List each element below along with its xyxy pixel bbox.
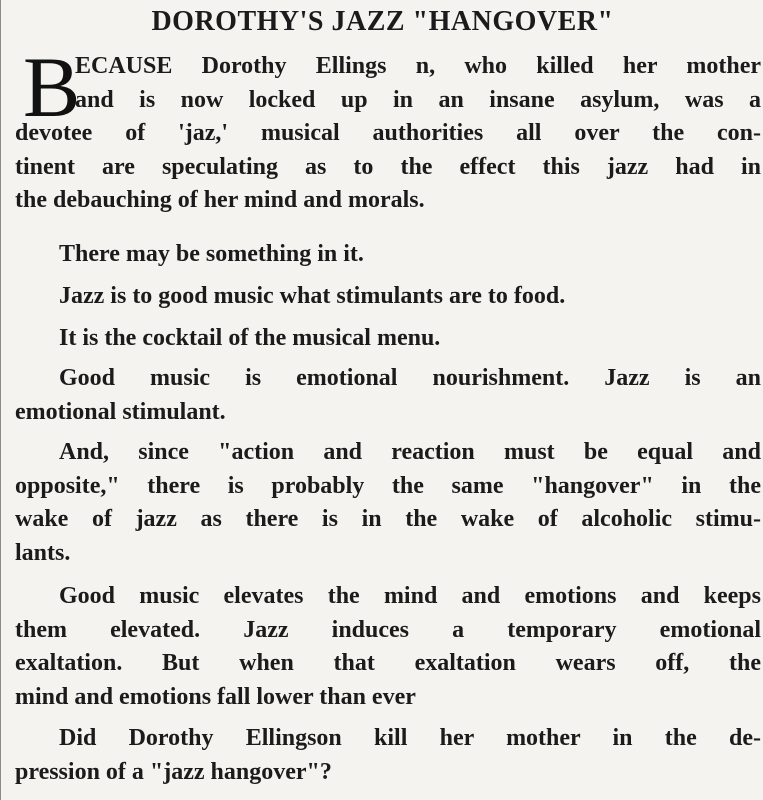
paragraph-3 [15, 280, 761, 314]
text-line: There may be something in it. [59, 241, 364, 267]
text-line: pression of a "jazz hangover"? [15, 758, 332, 785]
text-line: mind and emotions fall lower than ever [15, 683, 416, 710]
text-line: and is now locked up in an insane asylum, was a [75, 86, 761, 113]
text-line: lants. [15, 539, 71, 566]
paragraph-6 [15, 436, 761, 570]
paragraph-5 [15, 362, 761, 429]
text-line: Good music elevates the mind and emotions and keeps [59, 583, 761, 609]
paragraph-2 [15, 238, 761, 272]
text-line: Did Dorothy Ellingson kill her mother in the de- [59, 725, 761, 751]
text-line: emotional stimulant. [15, 398, 226, 425]
drop-cap: B [23, 39, 81, 135]
text-line: the debauching of her mind and morals. [15, 187, 425, 213]
text-line: tinent are speculating as to the effect this jazz had in [15, 153, 761, 180]
text-line: It is the cocktail of the musical menu. [59, 325, 441, 351]
text-line: devotee of 'jaz,' musical authorities all over the con- [15, 120, 761, 146]
headline: DOROTHY'S JAZZ "HANGOVER" [151, 6, 614, 37]
paragraph-8 [15, 722, 761, 789]
text-line: Good music is emotional nourishment. Jazz is an [59, 365, 761, 391]
text-line: wake of jazz as there is in the wake of alcoholic stimu- [15, 506, 761, 532]
text-line: And, since "action and reaction must be equal and [59, 439, 761, 465]
paragraph-1 [15, 50, 761, 218]
text-line: them elevated. Jazz induces a temporary emotional [15, 616, 761, 643]
text-line: opposite," there is probably the same "hangover" in the [15, 472, 761, 499]
text-line: ECAUSE Dorothy Ellings n, who killed her mother [75, 53, 761, 79]
paragraph-7 [15, 580, 761, 714]
paragraph-4 [15, 322, 761, 356]
text-line: exaltation. But when that exaltation wears off, the [15, 650, 761, 676]
text-line: Jazz is to good music what stimulants are to food. [59, 283, 566, 309]
